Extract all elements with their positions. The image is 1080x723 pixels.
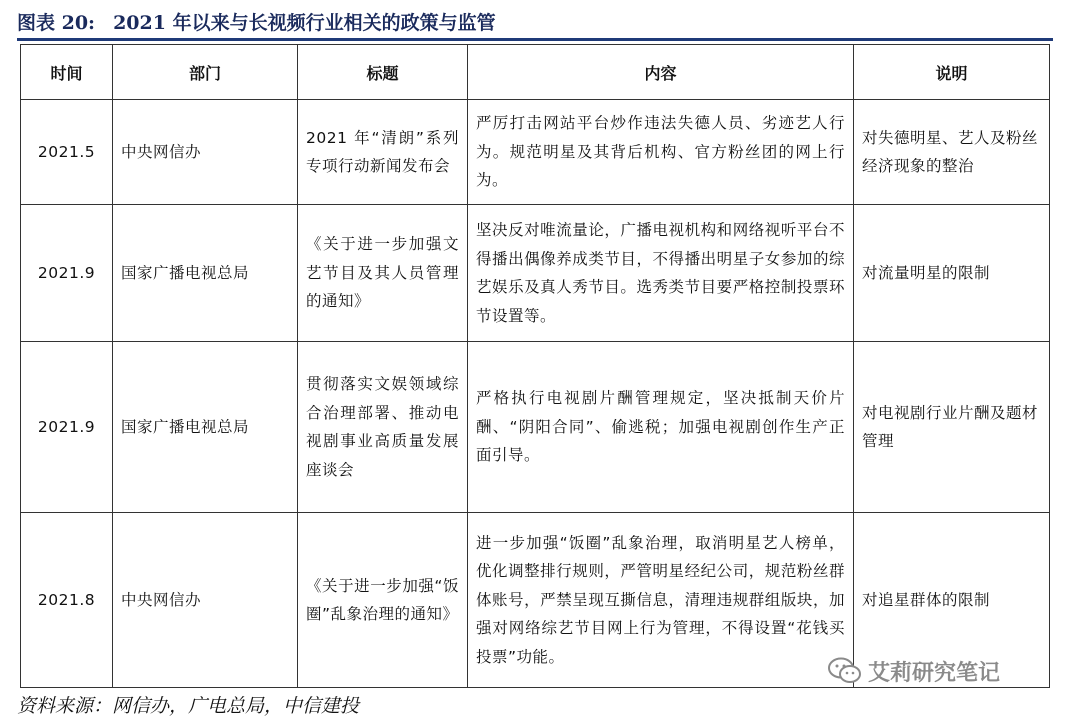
row-department: 中央网信办: [113, 513, 298, 688]
row-date: 2021.8: [21, 513, 113, 688]
figure-label: 图表 20:: [17, 12, 96, 34]
row-date: 2021.5: [21, 100, 113, 205]
row-note: 对失德明星、艺人及粉丝经济现象的整治: [854, 100, 1050, 205]
row-content: 进一步加强“饭圈”乱象治理，取消明星艺人榜单，优化调整排行规则，严管明星经纪公司，规范粉丝群体账号，严禁呈现互撕信息，清理违规群组版块，加强对网络综艺节目网上行为管理，不得设置“花钱买投票”功能。: [468, 513, 854, 688]
header-note: 说明: [854, 45, 1050, 100]
table-row: [21, 205, 1050, 342]
header-content: 内容: [468, 45, 854, 100]
row-note: 对追星群体的限制: [854, 513, 1050, 688]
header-department: 部门: [113, 45, 298, 100]
header-title: 标题: [298, 45, 468, 100]
source-note: 资料来源：网信办，广电总局，中信建投: [17, 695, 360, 717]
row-title: 《关于进一步加强文艺节目及其人员管理的通知》: [298, 205, 468, 342]
figure-title-text: 2021 年以来与长视频行业相关的政策与监管: [113, 12, 496, 34]
row-title: 贯彻落实文娱领域综合治理部署、推动电视剧事业高质量发展座谈会: [298, 342, 468, 513]
wechat-icon: [828, 657, 862, 685]
row-department: 国家广播电视总局: [113, 205, 298, 342]
watermark: [828, 651, 1000, 691]
row-content: 严厉打击网站平台炒作违法失德人员、劣迹艺人行为。规范明星及其背后机构、官方粉丝团的网上行为。: [468, 100, 854, 205]
title-rule: [17, 38, 1053, 41]
table-header-row: [21, 45, 1050, 100]
row-note: 对电视剧行业片酬及题材管理: [854, 342, 1050, 513]
watermark-text: 艾莉研究笔记: [868, 660, 1001, 686]
row-title: 《关于进一步加强“饭圈”乱象治理的通知》: [298, 513, 468, 688]
row-content: 严格执行电视剧片酬管理规定，坚决抵制天价片酬、“阴阳合同”、偷逃税；加强电视剧创作生产正面引导。: [468, 342, 854, 513]
row-date: 2021.9: [21, 342, 113, 513]
row-department: 中央网信办: [113, 100, 298, 205]
row-department: 国家广播电视总局: [113, 342, 298, 513]
figure-title: [17, 8, 496, 35]
row-content: 坚决反对唯流量论，广播电视机构和网络视听平台不得播出偶像养成类节目，不得播出明星子女参加的综艺娱乐及真人秀节目。选秀类节目要严格控制投票环节设置等。: [468, 205, 854, 342]
row-note: 对流量明星的限制: [854, 205, 1050, 342]
header-time: 时间: [21, 45, 113, 100]
row-title: 2021 年“清朗”系列专项行动新闻发布会: [298, 100, 468, 205]
row-date: 2021.9: [21, 205, 113, 342]
table-row: [21, 100, 1050, 205]
policy-table: [20, 44, 1050, 688]
table-row: [21, 342, 1050, 513]
